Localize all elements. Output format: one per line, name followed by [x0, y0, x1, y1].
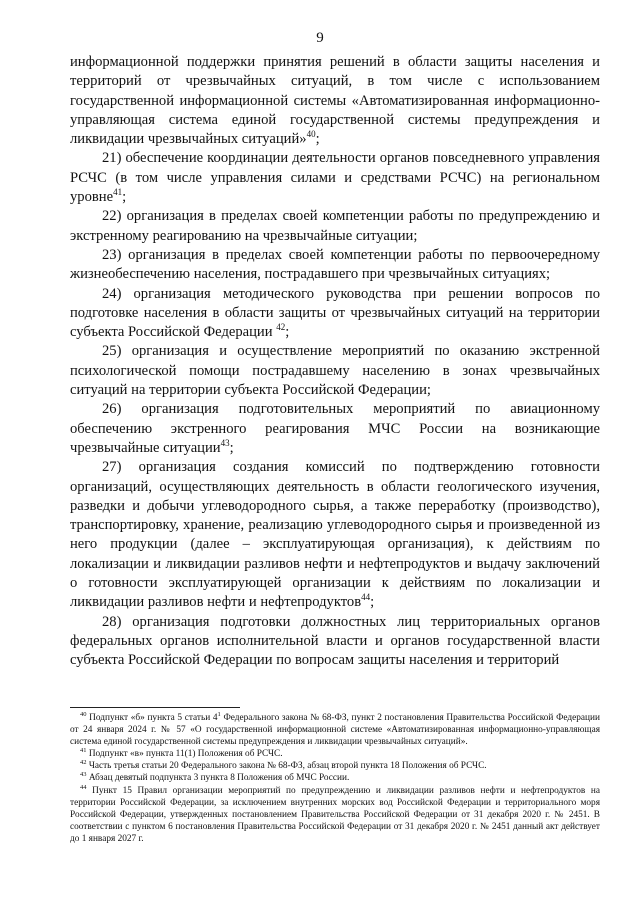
footnote-divider: [70, 707, 240, 708]
footnote: [70, 760, 600, 772]
paragraph: [70, 285, 600, 343]
footnote: [70, 748, 600, 760]
footnote-ref[interactable]: 43: [220, 438, 230, 449]
paragraph: [70, 149, 600, 207]
footnote: [70, 785, 600, 845]
paragraph: [70, 400, 600, 458]
paragraph-tail: ;: [315, 131, 320, 148]
paragraph: [70, 613, 600, 671]
footnote-mark: 41: [80, 747, 87, 755]
footnote-ref[interactable]: 40: [306, 129, 316, 140]
paragraph: [70, 53, 600, 149]
paragraph: [70, 246, 600, 285]
paragraph-text: 23) организация в пределах своей компетенции работы по первоочередному жизнеобеспечению населения, пострадавшего при чрезвычайных ситуациях;: [70, 246, 600, 283]
paragraph-text: информационной поддержки принятия решений в области защиты населения и территорий от чрезвычайных ситуаций, в том числе с использованием государственной информационной системы «Автоматизированная информационно-управляющая система единой государственной системы предупреждения и ликвидации чрезвычайных ситуаций»: [70, 54, 600, 148]
paragraph-tail: ;: [122, 189, 127, 206]
paragraph-tail: ;: [285, 324, 290, 341]
footnote-mark: 44: [80, 783, 87, 791]
footnotes: [70, 712, 600, 845]
footnote-mark: 43: [80, 771, 87, 779]
footnote-text: Подпункт «б» пункта 5 статьи 4: [86, 713, 218, 723]
main-text: [70, 53, 600, 671]
paragraph-text: 26) организация подготовительных мероприятий по авиационному обеспечению экстренного реагирования МЧС России на возникающие чрезвычайные ситуации: [70, 401, 600, 456]
footnote-ref[interactable]: 42: [276, 322, 286, 333]
footnote-text: Подпункт «в» пункта 11(1) Положения об РСЧС.: [86, 749, 283, 760]
footnote: [70, 772, 600, 784]
article-superscript: 1: [217, 710, 221, 718]
footnote-text: Часть третья статьи 20 Федерального закона № 68-ФЗ, абзац второй пункта 18 Положения об РСЧС.: [86, 761, 487, 772]
paragraph-text: 21) обеспечение координации деятельности органов повседневного управления РСЧС (в том числе управления силами и средствами РСЧС) на региональном уровне: [70, 150, 600, 206]
paragraph-text: 22) организация в пределах своей компетенции работы по предупреждению и экстренному реагированию на чрезвычайные ситуации;: [70, 208, 600, 244]
paragraph-tail: ;: [229, 439, 234, 456]
paragraph-text: 27) организация создания комиссий по подтверждению готовности организаций, осуществляющих деятельность в области геологического изучения, разведки и добычи углеводородного сырья, а также переработку (производство), транспортировку, хранение, реализацию углеводородного сырья и произведенной из него продукции (далее – эксплуатирующая организация), к действиям по локализации и ликвидации разливов нефти и нефтепродуктов и выдачу заключений о готовности эксплуатирующей организации к действиям по локализации и ликвидации разливов нефти и нефтепродуктов: [70, 459, 600, 611]
footnote-text: Абзац девятый подпункта 3 пункта 8 Положения об МЧС России.: [86, 773, 350, 784]
footnote-mark: 42: [80, 759, 87, 767]
footnote-text: Пункт 15 Правил организации мероприятий по предупреждению и ликвидации разливов нефти и нефтепродуктов на территории Российской Федерации, за исключением внутренних морских вод Российской Федерации и территориального моря Российской Федерации, утвержденных постановлением Правительства Российской Федерации от 31 декабря 2020 г. № 2451. В соответствии с пунктом 6 постановления Правительства Российской Федерации от 31 декабря 2020 г. № 2451 данный акт действует до 1 января 2027 г.: [70, 785, 600, 844]
footnote-ref[interactable]: 41: [113, 187, 123, 198]
paragraph-tail: ;: [370, 594, 375, 611]
footnote-ref[interactable]: 44: [361, 592, 371, 603]
paragraph: [70, 342, 600, 400]
paragraph: [70, 207, 600, 246]
footnote-text: Федерального закона № 68-ФЗ, пункт 2 постановления Правительства Российской Федерации от 24 января 2024 г. № 57 «О государственной информационной системе «Автоматизированная информационно-управляющая система единой государственной системы предупреждения и ликвидации чрезвычайных ситуаций».: [70, 713, 600, 748]
footnote: [70, 712, 600, 748]
paragraph-text: 28) организация подготовки должностных лиц территориальных органов федеральных органов исполнительной власти и органов государственной власти субъекта Российской Федерации по вопросам защиты населения и территорий: [70, 613, 600, 669]
paragraph-text: 24) организация методического руководства при решении вопросов по подготовке населения в области защиты от чрезвычайных ситуаций на территории субъекта Российской Федерации: [70, 285, 600, 341]
page-number: 9: [316, 30, 324, 46]
paragraph: [70, 458, 600, 612]
footnote-mark: 40: [80, 710, 87, 718]
paragraph-text: 25) организация и осуществление мероприятий по оказанию экстренной психологической помощи пострадавшему населению в зонах чрезвычайных ситуаций на территории субъекта Российской Федерации;: [70, 343, 600, 399]
